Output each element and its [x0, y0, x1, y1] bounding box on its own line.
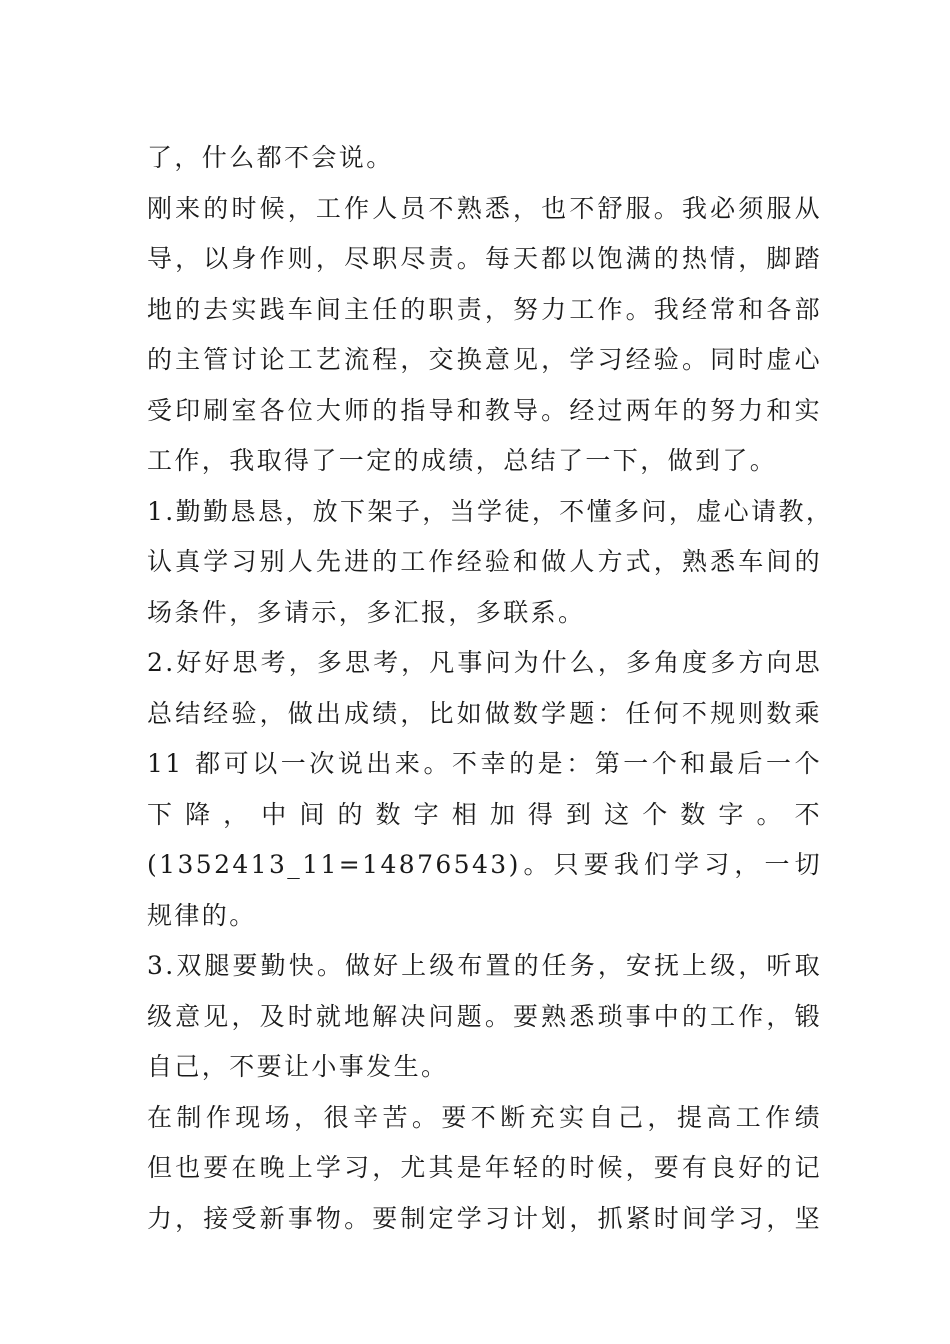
text-line: 2.好好思考，多思考，凡事问为什么，多角度多方向思	[147, 648, 822, 677]
text-line: 下 降 ， 中 间 的 数 字 相 加 得 到 这 个 数 字 。 不	[147, 799, 822, 829]
text-line: 规律的。	[147, 900, 257, 930]
text-line: 级意见，及时就地解决问题。要熟悉琐事中的工作，锻	[147, 1001, 822, 1031]
body-text	[147, 133, 834, 1244]
text-line: 导，以身作则，尽职尽责。每天都以饱满的热情，脚踏	[147, 244, 822, 273]
text-line: 自己，不要让小事发生。	[147, 1052, 449, 1081]
text-line: 工作，我取得了一定的成绩，总结了一下，做到了。	[147, 446, 778, 475]
text-line: 刚来的时候，工作人员不熟悉，也不舒服。我必须服从	[147, 193, 822, 223]
text-line: 但也要在晚上学习，尤其是年轻的时候，要有良好的记	[147, 1153, 822, 1182]
text-line: 的主管讨论工艺流程，交换意见，学习经验。同时虚心	[147, 345, 822, 374]
text-line: 总结经验，做出成绩，比如做数学题：任何不规则数乘	[147, 698, 822, 728]
text-line: 11 都可以一次说出来。不幸的是：第一个和最后一个	[147, 749, 822, 778]
text-line: 场条件，多请示，多汇报，多联系。	[147, 597, 586, 627]
text-line: 认真学习别人先进的工作经验和做人方式，熟悉车间的	[147, 547, 822, 576]
text-line: 力，接受新事物。要制定学习计划，抓紧时间学习，坚	[147, 1203, 822, 1233]
text-line: 受印刷室各位大师的指导和教导。经过两年的努力和实	[147, 395, 822, 425]
text-line: (1352413_11=14876543)。只要我们学习，一切	[147, 850, 822, 879]
text-line: 地的去实践车间主任的职责，努力工作。我经常和各部	[147, 294, 822, 324]
text-line: 1.勤勤恳恳，放下架子，当学徒，不懂多问，虚心请教，	[147, 496, 834, 526]
text-line: 3.双腿要勤快。做好上级布置的任务，安抚上级，听取	[147, 951, 822, 980]
text-line: 了，什么都不会说。	[147, 143, 394, 172]
text-line: 在制作现场，很辛苦。要不断充实自己，提高工作绩	[147, 1102, 822, 1132]
